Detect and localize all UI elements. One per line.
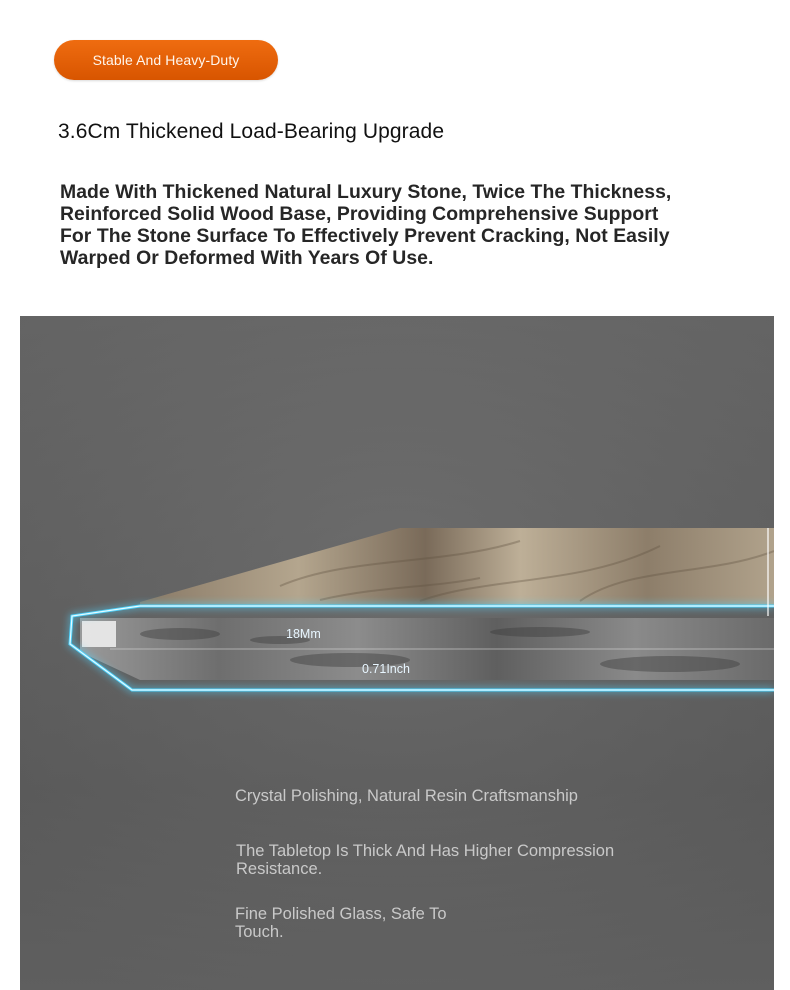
feature-line: Touch. bbox=[235, 923, 284, 941]
feature-line: Resistance. bbox=[236, 860, 323, 878]
feature-item bbox=[236, 842, 614, 878]
description-text bbox=[60, 181, 700, 269]
feature-line: Crystal Polishing, Natural Resin Craftsmanship bbox=[235, 787, 578, 805]
tabletop-illustration bbox=[20, 316, 774, 990]
description-line: Warped Or Deformed With Years Of Use. bbox=[60, 247, 434, 269]
description-line: For The Stone Surface To Effectively Prevent Cracking, Not Easily bbox=[60, 225, 670, 247]
feature-item bbox=[235, 905, 447, 941]
description-line: Made With Thickened Natural Luxury Stone, Twice The Thickness, bbox=[60, 181, 672, 203]
badge-label: Stable And Heavy-Duty bbox=[92, 52, 240, 68]
dimension-label-inch: 0.71Inch bbox=[362, 662, 410, 676]
feature-line: The Tabletop Is Thick And Has Higher Compression bbox=[236, 842, 615, 860]
feature-line: Fine Polished Glass, Safe To bbox=[235, 905, 447, 923]
dimension-label-mm: 18Mm bbox=[286, 627, 321, 641]
feature-badge bbox=[54, 40, 278, 80]
product-image bbox=[20, 316, 774, 990]
edge-highlight bbox=[82, 621, 116, 647]
section-title: 3.6Cm Thickened Load-Bearing Upgrade bbox=[58, 120, 445, 143]
feature-item bbox=[235, 787, 578, 805]
description-line: Reinforced Solid Wood Base, Providing Comprehensive Support bbox=[60, 203, 659, 225]
